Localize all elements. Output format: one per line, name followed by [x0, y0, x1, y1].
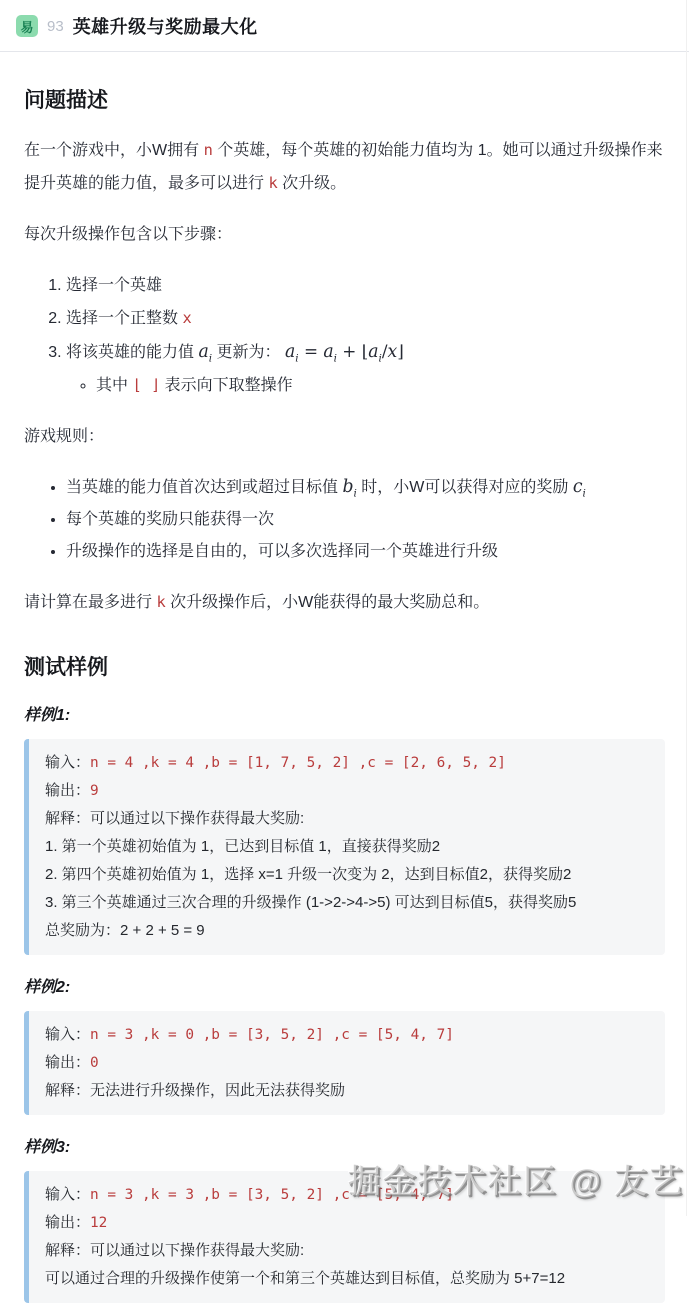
- rule-item-3: • 升级操作的选择是自由的，可以多次选择同一个英雄进行升级: [66, 536, 665, 568]
- sample-2-explain-line: 解释：无法进行升级操作，因此无法获得奖励: [45, 1082, 346, 1099]
- step-item-1: 1. 选择一个英雄: [66, 269, 665, 302]
- step-item-3-text: 将该英雄的能力值 $a_i$ 更新为： $a_i = a_i$ + $⌊a_i/x⌋$: [66, 341, 404, 365]
- watermark: 掘金技术社区 @ 友艺: [348, 1163, 685, 1200]
- steps-intro-paragraph: 每次升级操作包含以下步骤：: [24, 226, 233, 243]
- sample-1-code-block: [24, 739, 665, 955]
- step-item-2: 2. 选择一个正整数 x: [66, 302, 665, 335]
- step-item-3: [66, 335, 665, 402]
- sample-1-explain-step-2: 2. 第四个英雄初始值为 1，选择 x=1 升级一次变为 2，达到目标值2，获得奖励2: [45, 866, 572, 883]
- game-rules-list: [24, 471, 665, 568]
- floor-note-item: ◦ 其中 ⌊ ⌋ 表示向下取整操作: [96, 369, 665, 402]
- sample-2-input-line: 输入：n = 3 ,k = 0 ,b = [3, 5, 2] ,c = [5, 4, 7]: [45, 1026, 454, 1043]
- sample-1-input-line: 输入：n = 4 ,k = 4 ,b = [1, 7, 5, 2] ,c = [2, 6, 5, 2]: [45, 754, 506, 771]
- sample-1-explain-line: 解释：可以通过以下操作获得最大奖励:: [45, 810, 305, 827]
- sample-1-explain-step-1: 1. 第一个英雄初始值为 1，已达到目标值 1，直接获得奖励2: [45, 838, 441, 855]
- sample-3-explain-line: 解释：可以通过以下操作获得最大奖励:: [45, 1242, 305, 1259]
- sample-3-label: 样例3:: [24, 1139, 71, 1156]
- section-heading-test-samples: 测试样例: [24, 656, 108, 679]
- rule-item-2: • 每个英雄的奖励只能获得一次: [66, 504, 665, 536]
- sample-2-output-line: 输出：0: [45, 1054, 99, 1071]
- sample-1-total-line: 总奖励为：2 + 2 + 5 = 9: [45, 922, 205, 939]
- sample-3-output-line: 输出：12: [45, 1214, 108, 1231]
- intro-paragraph: 在一个游戏中，小W拥有 n 个英雄，每个英雄的初始能力值均为 1。她可以通过升级操作来提升英雄的能力值，最多可以进行 k 次升级。: [24, 141, 663, 192]
- problem-number: 93: [47, 17, 64, 35]
- floor-note-list: [66, 369, 665, 402]
- problem-title: 英雄升级与奖励最大化: [72, 17, 258, 37]
- sample-2-code-block: [24, 1011, 665, 1115]
- section-heading-problem-description: 问题描述: [24, 89, 108, 112]
- sample-3-explain-detail: 可以通过合理的升级操作使第一个和第三个英雄达到目标值，总奖励为 5+7=12: [45, 1270, 566, 1287]
- rule-item-1: • 当英雄的能力值首次达到或超过目标值 $b_i$ 时，小W可以获得对应的奖励 $c_i$: [66, 471, 665, 504]
- difficulty-badge: 易: [16, 15, 38, 37]
- sample-2-label: 样例2:: [24, 979, 71, 996]
- sample-1-output-line: 输出：9: [45, 782, 99, 799]
- page-edge-line: [686, 0, 687, 1216]
- sample-1-label: 样例1:: [24, 707, 71, 724]
- conclusion-paragraph: 请计算在最多进行 k 次升级操作后，小W能获得的最大奖励总和。: [24, 593, 490, 611]
- rules-intro-paragraph: 游戏规则：: [24, 428, 105, 445]
- upgrade-steps-list: [24, 269, 665, 402]
- sample-1-explain-step-3: 3. 第三个英雄通过三次合理的升级操作 (1->2->4->5) 可达到目标值5，获得奖励5: [45, 894, 577, 911]
- sample-3-input-line: 输入：n = 3 ,k = 3 ,b = [3, 5, 2] ,c = [5, 4, 7]: [45, 1186, 454, 1203]
- problem-content: [0, 86, 689, 1303]
- problem-header: [0, 0, 689, 52]
